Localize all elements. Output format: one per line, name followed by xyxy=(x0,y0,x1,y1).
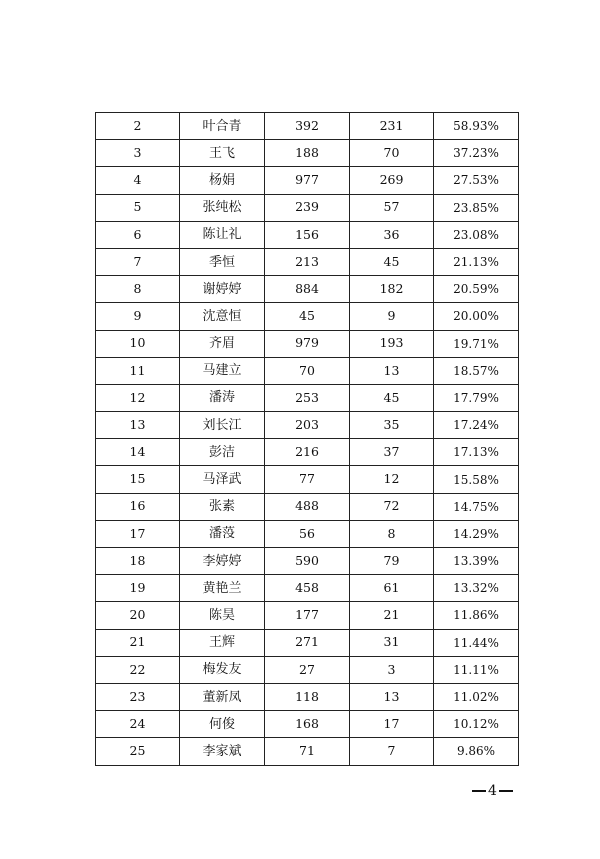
table-row xyxy=(96,303,519,330)
rank-cell: 7 xyxy=(96,248,180,275)
name-cell: 彭洁 xyxy=(180,439,265,466)
count-cell: 9 xyxy=(350,303,434,330)
name-cell: 陈让礼 xyxy=(180,221,265,248)
table-row xyxy=(96,602,519,629)
count-cell: 13 xyxy=(350,683,434,710)
count-cell: 57 xyxy=(350,194,434,221)
total-cell: 271 xyxy=(265,629,350,656)
rank-cell: 13 xyxy=(96,412,180,439)
name-cell: 张素 xyxy=(180,493,265,520)
name-cell: 王飞 xyxy=(180,140,265,167)
count-cell: 193 xyxy=(350,330,434,357)
count-cell: 269 xyxy=(350,167,434,194)
rank-cell: 22 xyxy=(96,656,180,683)
total-cell: 156 xyxy=(265,221,350,248)
rank-cell: 9 xyxy=(96,303,180,330)
name-cell: 潘莈 xyxy=(180,520,265,547)
total-cell: 70 xyxy=(265,357,350,384)
rate-cell: 23.85% xyxy=(434,194,519,221)
count-cell: 72 xyxy=(350,493,434,520)
total-cell: 45 xyxy=(265,303,350,330)
total-cell: 188 xyxy=(265,140,350,167)
name-cell: 叶合青 xyxy=(180,113,265,140)
table-row xyxy=(96,140,519,167)
table-row xyxy=(96,221,519,248)
count-cell: 45 xyxy=(350,384,434,411)
rank-cell: 4 xyxy=(96,167,180,194)
rank-cell: 20 xyxy=(96,602,180,629)
rate-cell: 21.13% xyxy=(434,248,519,275)
name-cell: 董新凤 xyxy=(180,683,265,710)
name-cell: 梅发友 xyxy=(180,656,265,683)
name-cell: 李婷婷 xyxy=(180,548,265,575)
name-cell: 马建立 xyxy=(180,357,265,384)
count-cell: 8 xyxy=(350,520,434,547)
total-cell: 213 xyxy=(265,248,350,275)
rate-cell: 11.11% xyxy=(434,656,519,683)
table-row xyxy=(96,656,519,683)
name-cell: 杨娟 xyxy=(180,167,265,194)
ranking-table xyxy=(95,112,519,766)
rank-cell: 8 xyxy=(96,276,180,303)
name-cell: 黄艳兰 xyxy=(180,575,265,602)
rank-cell: 12 xyxy=(96,384,180,411)
name-cell: 刘长江 xyxy=(180,412,265,439)
name-cell: 王辉 xyxy=(180,629,265,656)
rate-cell: 27.53% xyxy=(434,167,519,194)
total-cell: 884 xyxy=(265,276,350,303)
rate-cell: 17.24% xyxy=(434,412,519,439)
total-cell: 979 xyxy=(265,330,350,357)
total-cell: 216 xyxy=(265,439,350,466)
rank-cell: 25 xyxy=(96,738,180,765)
table-row xyxy=(96,683,519,710)
table-row xyxy=(96,466,519,493)
total-cell: 177 xyxy=(265,602,350,629)
rate-cell: 13.39% xyxy=(434,548,519,575)
rank-cell: 19 xyxy=(96,575,180,602)
rate-cell: 11.02% xyxy=(434,683,519,710)
total-cell: 590 xyxy=(265,548,350,575)
rank-cell: 16 xyxy=(96,493,180,520)
rate-cell: 15.58% xyxy=(434,466,519,493)
total-cell: 118 xyxy=(265,683,350,710)
name-cell: 何俊 xyxy=(180,711,265,738)
name-cell: 潘涛 xyxy=(180,384,265,411)
page-number-value: 4 xyxy=(488,783,497,799)
name-cell: 张纯松 xyxy=(180,194,265,221)
total-cell: 392 xyxy=(265,113,350,140)
count-cell: 79 xyxy=(350,548,434,575)
count-cell: 45 xyxy=(350,248,434,275)
page-number-right-dash xyxy=(499,790,513,792)
table-row xyxy=(96,330,519,357)
ranking-table-container xyxy=(95,112,518,766)
rate-cell: 17.13% xyxy=(434,439,519,466)
rank-cell: 15 xyxy=(96,466,180,493)
rate-cell: 20.00% xyxy=(434,303,519,330)
rate-cell: 23.08% xyxy=(434,221,519,248)
name-cell: 谢婷婷 xyxy=(180,276,265,303)
count-cell: 182 xyxy=(350,276,434,303)
table-row xyxy=(96,575,519,602)
table-row xyxy=(96,629,519,656)
rank-cell: 23 xyxy=(96,683,180,710)
rate-cell: 14.75% xyxy=(434,493,519,520)
name-cell: 沈意恒 xyxy=(180,303,265,330)
table-row xyxy=(96,248,519,275)
count-cell: 36 xyxy=(350,221,434,248)
total-cell: 27 xyxy=(265,656,350,683)
count-cell: 12 xyxy=(350,466,434,493)
total-cell: 488 xyxy=(265,493,350,520)
rank-cell: 2 xyxy=(96,113,180,140)
total-cell: 71 xyxy=(265,738,350,765)
ranking-table-body xyxy=(96,113,519,766)
table-row xyxy=(96,113,519,140)
count-cell: 70 xyxy=(350,140,434,167)
rank-cell: 10 xyxy=(96,330,180,357)
table-row xyxy=(96,493,519,520)
count-cell: 21 xyxy=(350,602,434,629)
count-cell: 31 xyxy=(350,629,434,656)
table-row xyxy=(96,194,519,221)
table-row xyxy=(96,439,519,466)
table-row xyxy=(96,520,519,547)
total-cell: 168 xyxy=(265,711,350,738)
table-row xyxy=(96,384,519,411)
count-cell: 35 xyxy=(350,412,434,439)
total-cell: 253 xyxy=(265,384,350,411)
count-cell: 61 xyxy=(350,575,434,602)
rate-cell: 20.59% xyxy=(434,276,519,303)
rank-cell: 11 xyxy=(96,357,180,384)
rank-cell: 18 xyxy=(96,548,180,575)
table-row xyxy=(96,738,519,765)
table-row xyxy=(96,276,519,303)
rate-cell: 19.71% xyxy=(434,330,519,357)
name-cell: 陈昊 xyxy=(180,602,265,629)
rank-cell: 5 xyxy=(96,194,180,221)
name-cell: 齐眉 xyxy=(180,330,265,357)
rank-cell: 21 xyxy=(96,629,180,656)
total-cell: 203 xyxy=(265,412,350,439)
name-cell: 李家斌 xyxy=(180,738,265,765)
table-row xyxy=(96,711,519,738)
count-cell: 231 xyxy=(350,113,434,140)
table-row xyxy=(96,357,519,384)
rate-cell: 58.93% xyxy=(434,113,519,140)
total-cell: 56 xyxy=(265,520,350,547)
count-cell: 7 xyxy=(350,738,434,765)
rate-cell: 9.86% xyxy=(434,738,519,765)
rate-cell: 11.44% xyxy=(434,629,519,656)
rank-cell: 6 xyxy=(96,221,180,248)
rate-cell: 11.86% xyxy=(434,602,519,629)
rank-cell: 3 xyxy=(96,140,180,167)
table-row xyxy=(96,548,519,575)
total-cell: 77 xyxy=(265,466,350,493)
rate-cell: 14.29% xyxy=(434,520,519,547)
rate-cell: 13.32% xyxy=(434,575,519,602)
count-cell: 17 xyxy=(350,711,434,738)
name-cell: 马泽武 xyxy=(180,466,265,493)
total-cell: 977 xyxy=(265,167,350,194)
count-cell: 3 xyxy=(350,656,434,683)
count-cell: 13 xyxy=(350,357,434,384)
table-row xyxy=(96,412,519,439)
total-cell: 239 xyxy=(265,194,350,221)
count-cell: 37 xyxy=(350,439,434,466)
rank-cell: 14 xyxy=(96,439,180,466)
rate-cell: 18.57% xyxy=(434,357,519,384)
rate-cell: 17.79% xyxy=(434,384,519,411)
page-number xyxy=(470,783,515,799)
rank-cell: 24 xyxy=(96,711,180,738)
rank-cell: 17 xyxy=(96,520,180,547)
page-number-left-dash xyxy=(472,790,486,792)
total-cell: 458 xyxy=(265,575,350,602)
table-row xyxy=(96,167,519,194)
name-cell: 季恒 xyxy=(180,248,265,275)
rate-cell: 10.12% xyxy=(434,711,519,738)
rate-cell: 37.23% xyxy=(434,140,519,167)
